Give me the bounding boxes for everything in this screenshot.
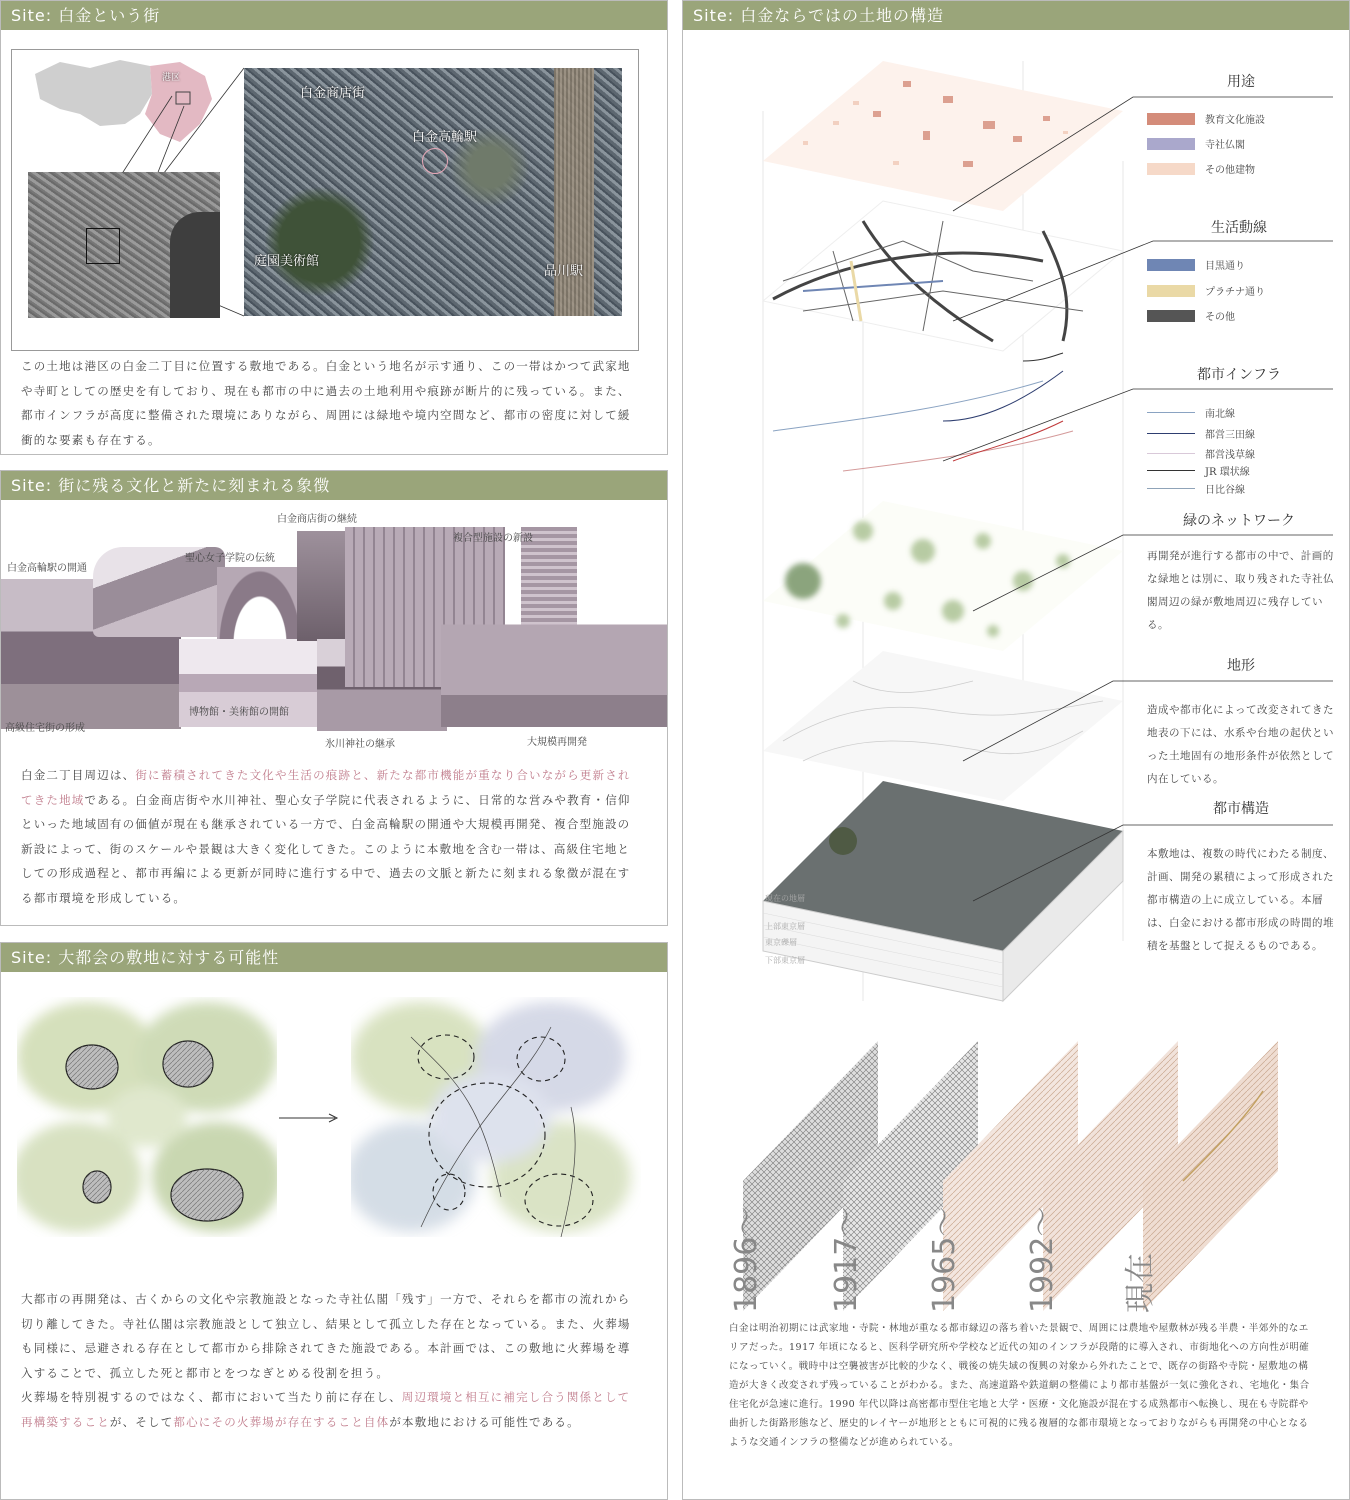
shirokane-satellite-map [244, 68, 622, 316]
site3-paragraph-1: 大都市の再開発は、古くからの文化や宗教施設となった寺社仏閣「残す」一方で、それらを都市の流れから切り離してきた。寺社仏閣は宗教施設として独立し、結果として孤立した存在となっている。また、火葬場も同様に、忌避される存在として都市から排除されてきた施設である。本計画では、この敷地に火葬場を導入することで、孤立した死と都市とをつなぎとめる役割を担う。 [21, 1292, 631, 1380]
layer-title-terrain: 地形 [1227, 658, 1255, 674]
label-seishin-tradition: 聖心女子学院の伝統 [185, 553, 275, 564]
line-nanboku [1147, 412, 1195, 413]
year-label-1917: 1917〜 [829, 1206, 864, 1313]
site-marker [422, 148, 448, 174]
label-teien-museum: 庭園美術館 [254, 254, 320, 269]
history-description: 白金は明治初期には武家地・寺院・林地が重なる都市縁辺の落ち着いた景観で、周囲には農地や屋敷林が残る半農・半郊外的なエリアだった。1917 年頃になると、医科学研究所や学校など近代の知のインフラが段階的に導入され、市街地化への方向性が明確になっていく。戦時中は空襲被害が比較的少なく、戦後の焼失域の復興の対象から外れたことで、既存の街路や寺院・屋敷地の構造が大きく改変されず残っていることがわかる。また、高速道路や鉄道網の整備により都市基盤が一気に強化され、宅地化・集合住宅化が急速に進行。1990 年代以降は高密都市型住宅地と大学・医療・文化施設が混在する成熟都市へ転換し、現在も寺院群や曲折した街路形態など、歴史的レイヤーが地形とともに可視的に残る複層的な都市環境となっておりながらも再開発の中心となるような交通インフラの整備などが進められている。 [729, 1323, 1310, 1448]
label-shotengai-continue: 白金商店街の継続 [277, 514, 357, 525]
label-museum-open: 博物館・美術館の開館 [189, 707, 289, 718]
legend-text: 寺社仏閣 [1205, 140, 1245, 151]
site2-text-highlight: 街に蓄積されてきた文化や生活の痕跡と、新たな都市機能が重なり合いながら更新されてきた地域 [21, 768, 631, 807]
connected-network-diagram [351, 997, 641, 1237]
structure-description: 本敷地は、複数の時代にわたる制度、計画、開発の累積によって形成された都市構造の上に成立している。本層は、白金における都市形成の時間的堆積を基盤として捉えるものである。 [1147, 848, 1334, 952]
stack-label-2: 東京礫層 [765, 938, 797, 947]
legend-text: 都営浅草線 [1205, 450, 1255, 461]
swatch-other-roads [1147, 310, 1195, 322]
layer-title-structure: 都市構造 [1213, 801, 1269, 817]
legend-platinum-dori [1147, 283, 1265, 298]
site3-paragraph-2 [21, 1385, 633, 1434]
layer-title-circulation: 生活動線 [1211, 220, 1267, 236]
site2-description [21, 763, 633, 910]
layer-title-infra: 都市インフラ [1197, 367, 1281, 383]
year-label-1965: 1965〜 [927, 1206, 962, 1313]
culture-collage [1, 514, 668, 750]
label-hikawa-inherit: 氷川神社の継承 [325, 739, 395, 750]
label-complex-new: 複合型施設の新設 [453, 533, 533, 544]
label-station-open: 白金高輪駅の開通 [7, 563, 87, 574]
site-panel-1 [0, 0, 668, 455]
site-panel-2 [0, 470, 668, 926]
panel-header: Site: 街に残る文化と新たに刻まれる象徴 [1, 471, 667, 500]
legend-text: 日比谷線 [1205, 485, 1245, 496]
legend-asakusa [1147, 446, 1255, 461]
label-shotengai: 白金商店街 [300, 86, 366, 101]
label-redevelopment: 大規模再開発 [527, 737, 587, 748]
site1-description: この土地は港区の白金二丁目に位置する敷地である。白金という地名が示す通り、この一帯はかつて武家地や寺町としての歴史を有しており、現在も都市の中に過去の土地利用や痕跡が断片的に残っている。また、都市インフラが高度に整備された環境にありながら、周囲には緑地や境内空間など、都市の密度に対して緩衝的な要素も存在する。 [21, 359, 631, 447]
site-panel-4 [682, 0, 1350, 1500]
legend-other-roads [1147, 308, 1235, 323]
site2-text-post: である。白金商店街や水川神社、聖心女子学院に代表されるように、日常的な営みや教育・信仰といった地域固有の価値が現在も継承されている一方で、白金高輪駅の開通や大規模再開発、複合型施設の新設によって、街のスケールや景観は大きく変化してきた。このように本敷地を含む一帯は、高級住宅地としての形成過程と、都市再編による更新が同時に進行する中で、過去の文脈と新たに刻まれる象徴が混在する都市環境を形成している。 [21, 792, 631, 905]
site-panel-3 [0, 942, 668, 1500]
swatch-other-buildings [1147, 163, 1195, 175]
legend-temple [1147, 136, 1245, 151]
line-jr [1147, 470, 1195, 471]
panel-header: Site: 大都会の敷地に対する可能性 [1, 943, 667, 972]
swatch-education [1147, 113, 1195, 125]
label-shinagawa-station: 品川駅 [544, 264, 584, 279]
legend-text: 目黒通り [1205, 261, 1245, 272]
map-frame [11, 49, 639, 351]
swatch-meguro [1147, 259, 1195, 271]
site3-text-pre: 火葬場を特別視するのではなく、都市において当たり前に存在し、 [21, 1390, 402, 1404]
legend-jr [1147, 463, 1250, 478]
legend-text: 都営三田線 [1205, 430, 1255, 441]
redev-buildings-photo [441, 599, 668, 727]
site3-description [21, 1287, 633, 1434]
stack-label-3: 下部東京層 [765, 956, 805, 965]
legend-mita [1147, 426, 1255, 441]
panel-header: Site: 白金という街 [1, 1, 667, 30]
line-asakusa [1147, 453, 1195, 454]
site3-highlight-1: 周辺環境と相互に補完し合う関係として再構築すること [21, 1390, 631, 1429]
site3-text-mid: が、そして [109, 1414, 174, 1429]
legend-education [1147, 111, 1265, 126]
terrain-description: 造成や都市化によって改変されてきた地表の下には、水系や台地の起伏といった土地固有の地形条件が依然として内在している。 [1147, 704, 1334, 785]
site2-text-pre: 白金二丁目周辺は、 [21, 768, 136, 782]
swatch-temple [1147, 138, 1195, 150]
wide-satellite-map [28, 172, 220, 318]
year-label-1992: 1992〜 [1025, 1206, 1060, 1313]
zoom-box [86, 228, 120, 264]
legend-text: JR 環状線 [1205, 467, 1250, 478]
swatch-platinum [1147, 285, 1195, 297]
legend-hibiya [1147, 481, 1245, 496]
legend-other-buildings [1147, 161, 1255, 176]
legend-text: その他 [1205, 312, 1235, 323]
stack-label-0: 現在の地層 [765, 894, 805, 903]
legend-text: 教育文化施設 [1205, 115, 1265, 126]
line-mita [1147, 433, 1195, 434]
site3-highlight-2: 都心にその火葬場が存在すること自体 [173, 1414, 390, 1429]
bay-shape [170, 212, 220, 318]
arrow-icon [277, 1111, 341, 1125]
label-takanawa-station: 白金高輪駅 [412, 130, 478, 145]
legend-text: その他建物 [1205, 165, 1255, 176]
stack-label-1: 上部東京層 [765, 922, 805, 931]
year-label-1896: 1896〜 [729, 1206, 764, 1313]
legend-text: 南北線 [1205, 409, 1235, 420]
site3-text-post: が本敷地における可能性である。 [389, 1414, 580, 1429]
map-label-minato: 港区 [162, 73, 181, 83]
legend-meguro-dori [1147, 257, 1245, 272]
layer-title-use: 用途 [1227, 74, 1255, 90]
legend-nanboku [1147, 405, 1235, 420]
layer-title-green: 緑のネットワーク [1183, 513, 1295, 529]
label-luxury-residential: 高級住宅街の形成 [5, 723, 85, 734]
green-description: 再開発が進行する都市の中で、計画的な緑地とは別に、取り残された寺社仏閣周辺の緑が敷地周辺に残存している。 [1147, 550, 1334, 631]
panel-header: Site: 白金ならではの土地の構造 [683, 1, 1349, 30]
year-label-present: 現在 [1123, 1253, 1158, 1313]
isolated-green-diagram [17, 997, 277, 1237]
legend-text: プラチナ通り [1205, 287, 1265, 298]
line-hibiya [1147, 488, 1195, 489]
